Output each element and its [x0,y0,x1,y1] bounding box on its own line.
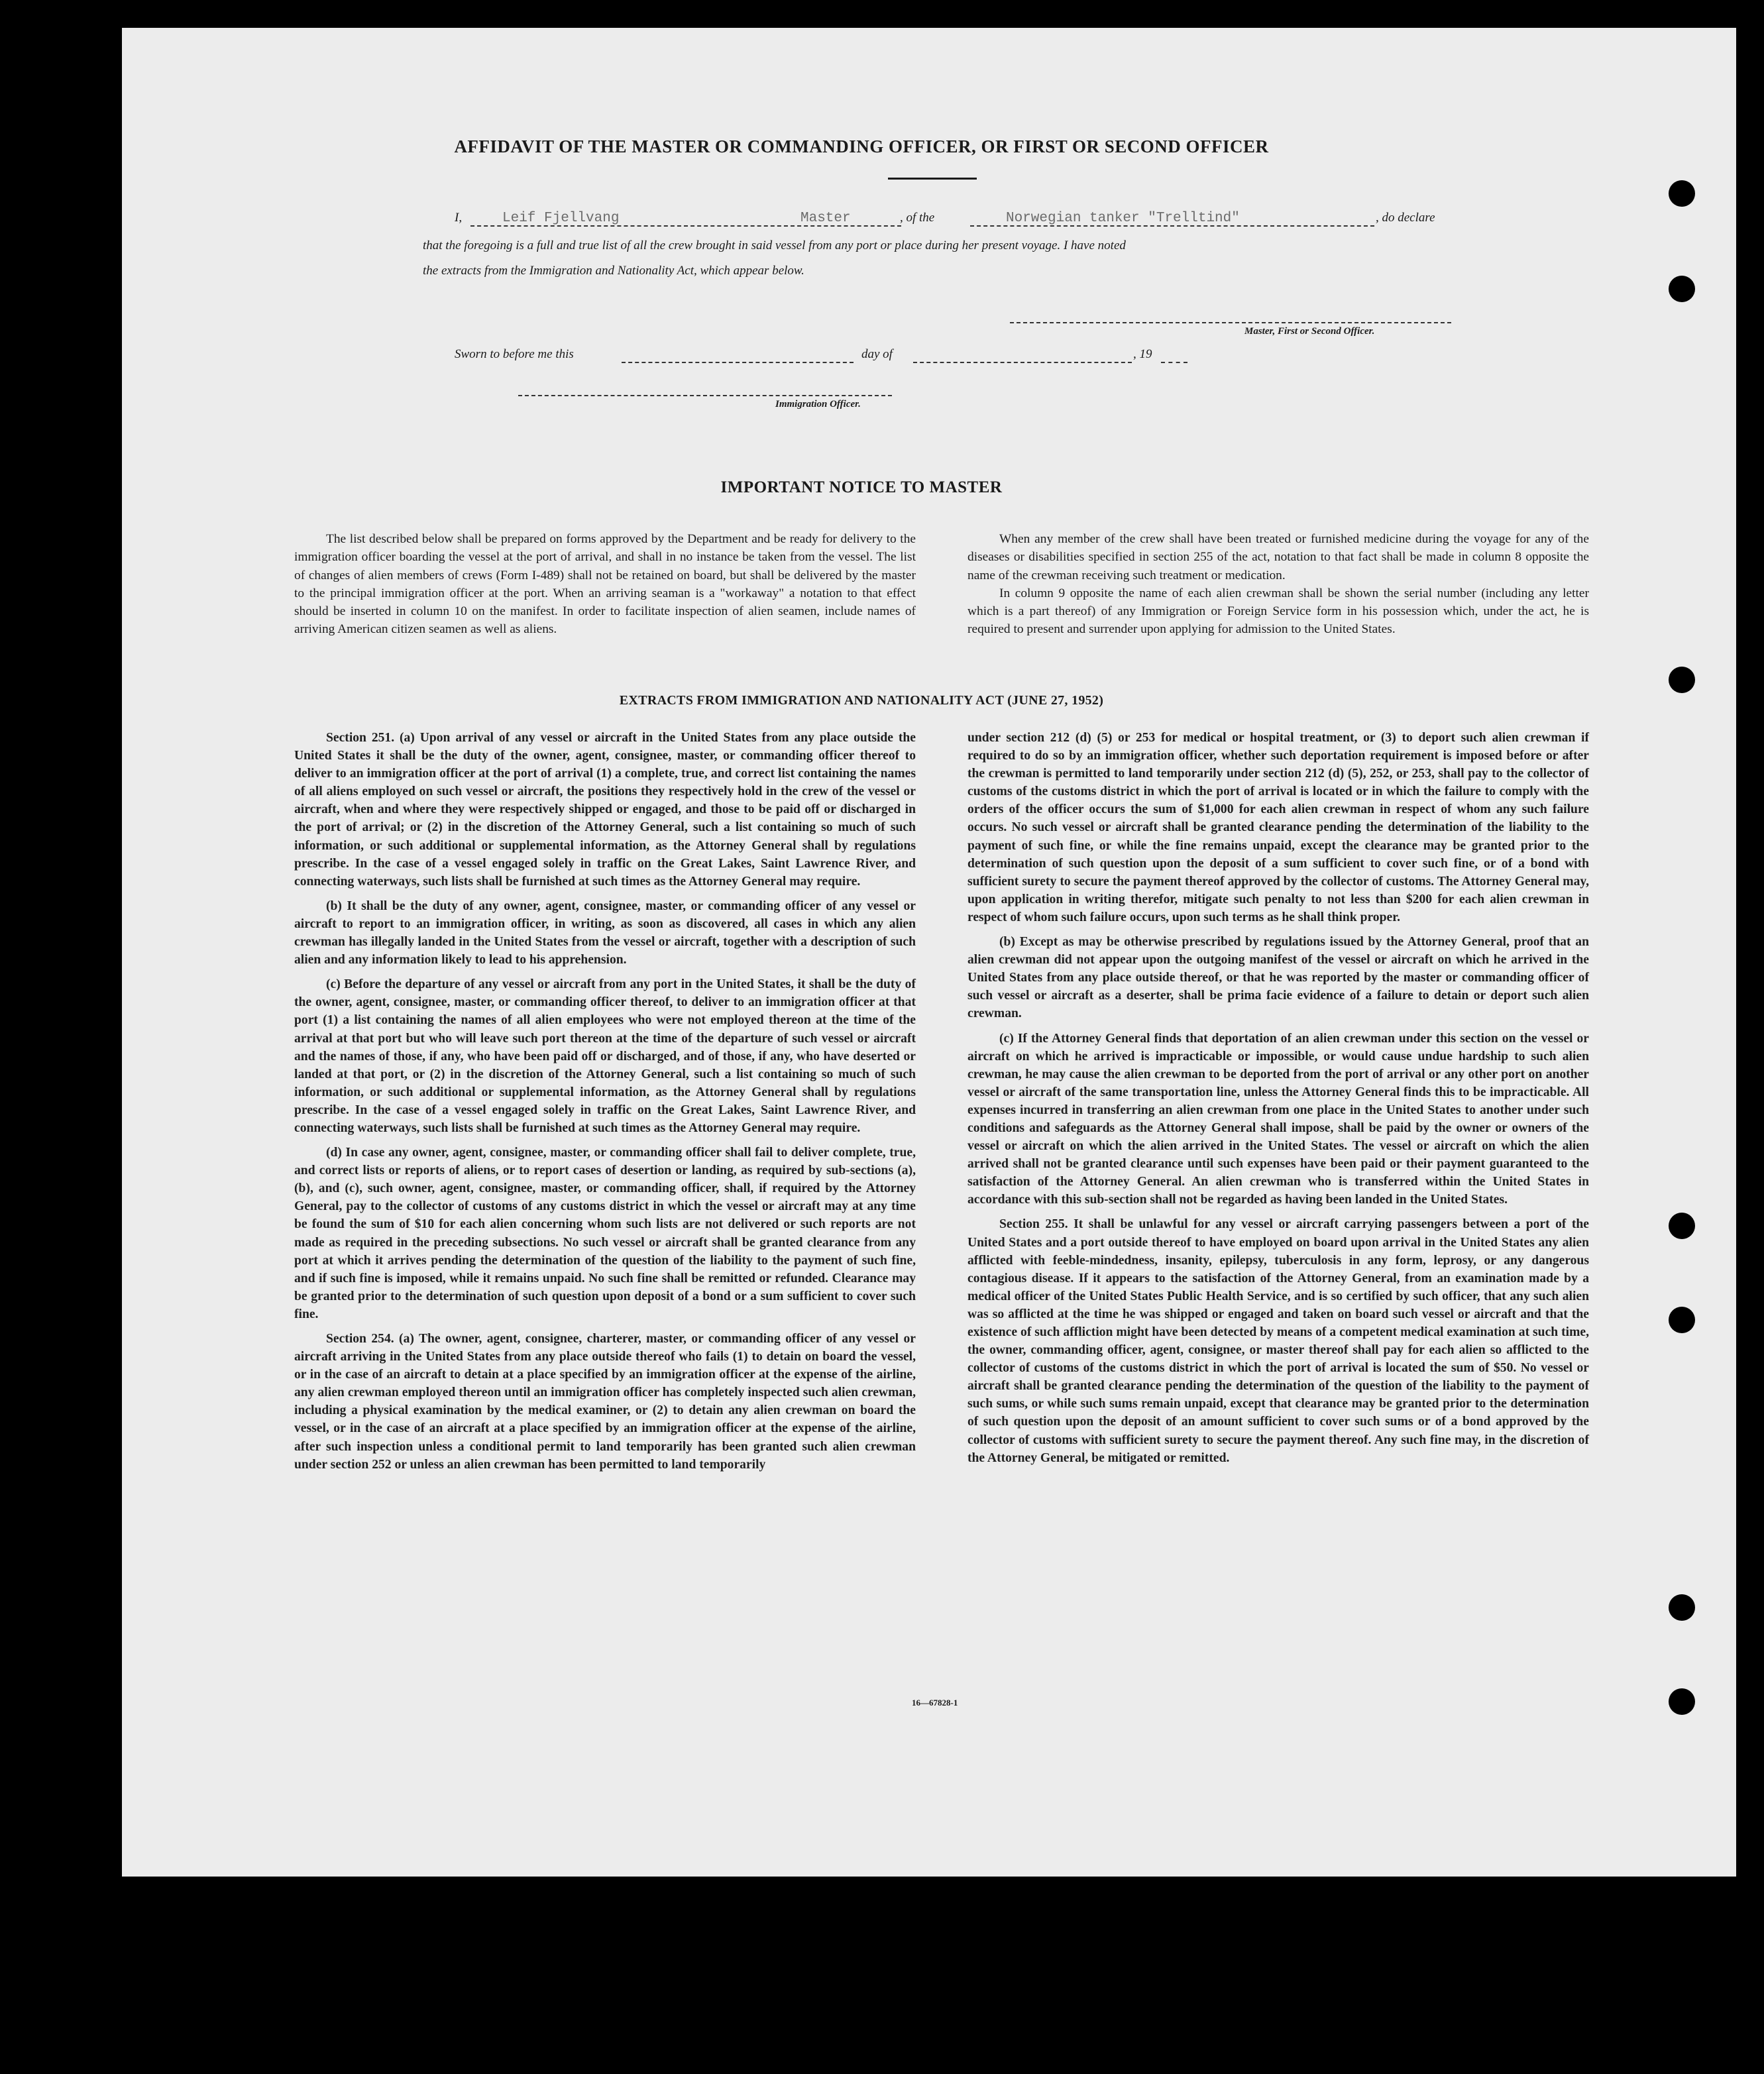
notice-right-column [967,530,1589,645]
section-254-b: (b) Except as may be otherwise prescribed by regulations issued by the Attorney General, proof that an alien crewman did not appear upon the outgoing manifest of the vessel or aircraft on which he arrived in the United States from any place outside thereof, or that he was reported by the master or commanding officer of such vessel or aircraft as a deserter, shall be prima facie evidence of a failure to detain or deport such alien crewman. [967,935,1589,1021]
section-255: Section 255. It shall be unlawful for any vessel or aircraft carrying passengers between a port of the United States and a port outside thereof to have employed on board upon arrival in the United States any alien afflicted with feeble-mindedness, insanity, epilepsy, tuberculosis in any form, leprosy, or any dangerous contagious disease. If it appears to the satisfaction of the Attorney General, from an examination made by a medical officer of the United States Public Health Service, and is so certified by such officer, that any such alien was so afflicted at the time he was shipped or engaged and taken on board such vessel or aircraft and that the existence of such affliction might have been detected by means of a competent medical examination at such time, the owner, commanding officer, agent, consignee, or master thereof shall pay for each alien so afflicted to the collector of customs of the customs district in which the port of arrival is located the sum of $50. No vessel or aircraft shall be granted clearance pending the determination of the question of the liability to the payment of such sums, or while such sums remain unpaid, except that clearance may be granted prior to the determination of such question upon the deposit of an amount sufficient to cover such sums or of a bond approved by the collector of customs with sufficient surety to secure the payment thereof. Any such fine may, in the discretion of the Attorney General, be mitigated or remitted. [967,1217,1589,1465]
affidavit-title: AFFIDAVIT OF THE MASTER OR COMMANDING OFFICER, OR FIRST OR SECOND OFFICER [454,136,1269,156]
notice-right-paragraph-2: In column 9 opposite the name of each alien crewman shall be shown the serial number (including any letter which is a part thereof) of any Immigration or Foreign Service form in his possession which, under the act, he is required to present and surrender upon applying for admission to the United States. [967,586,1589,637]
notice-left-column [294,530,916,645]
extracts-title: EXTRACTS FROM IMMIGRATION AND NATIONALITY ACT (JUNE 27, 1952) [619,693,1104,708]
officer-signature-line [518,395,892,396]
punch-hole [1669,1688,1695,1715]
notice-right-paragraph-1: When any member of the crew shall have been treated or furnished medicine during the voyage for any of the diseases or disabilities specified in section 255 of the act, notation to that fact shall be made in column 8 opposite the name of the crewman receiving such treatment or medication. [967,532,1589,582]
master-name[interactable]: Leif Fjellvang [502,211,620,226]
sworn-label: Sworn to before me this [455,347,574,361]
affidavit-line-1: that the foregoing is a full and true list of all the crew brought in said vessel from any port or place during her present voyage. I have noted [423,239,1126,252]
of-the-label: , of the [900,211,935,225]
year-label: , 19 [1133,347,1152,361]
section-254-a-continued: under section 212 (d) (5) or 253 for medical or hospital treatment, or (3) to deport such alien crewman if required to do so by an immigration officer, whether such deportation requirement is imposed before or after the crewman is permitted to land temporarily under section 212 (d) (5), 252, or 253, shall pay to the collector of customs of the customs district in which the port of arrival is located or in which the failure to comply with the orders of the officer occurs the sum of $1,000 for each alien crewman in respect of whom any such failure occurs. No such vessel or aircraft shall be granted clearance pending the determination of the liability to the payment of such fine, or while the fine remains unpaid, except the clearance may be granted prior to the determination of such question upon the deposit of a sum sufficient to cover such fine, or of a bond with sufficient surety to secure the payment thereof approved by the collector of customs. The Attorney General may, upon application in writing therefor, mitigate such penalty to not less than $200 for each alien crewman in respect of whom such failure occurs, upon such terms as he shall think proper. [967,731,1589,924]
i-label: I, [455,211,463,225]
affidavit-line-2: the extracts from the Immigration and Nationality Act, which appear below. [423,264,804,278]
punch-hole [1669,667,1695,693]
punch-hole [1669,1594,1695,1621]
vessel-name[interactable]: Norwegian tanker "Trelltind" [1006,211,1240,226]
officer-caption: Immigration Officer. [775,399,861,409]
signature-line [1010,322,1451,323]
section-251-a: Section 251. (a) Upon arrival of any vessel or aircraft in the United States from any place outside the United States it shall be the duty of the owner, agent, consignee, master, or commanding officer thereof to deliver to an immigration officer at the port of arrival (1) a complete, true, and correct list containing the names of all aliens employed on such vessel or aircraft, the positions they respectively hold in the crew of the vessel or aircraft, when and where they were respectively shipped or engaged, and those to be paid off or discharged in the port of arrival; or (2) in the discretion of the Attorney General, such a list containing so much of such information, or such additional or supplemental information, as the Attorney General shall by regulations prescribe. In the case of a vessel engaged solely in traffic on the Great Lakes, Saint Lawrence River, and connecting waterways, such lists shall be furnished at such times as the Attorney General may require. [294,731,916,889]
section-254-a: Section 254. (a) The owner, agent, consignee, charterer, master, or commanding officer of any vessel or aircraft arriving in the United States from any place outside thereof who fails (1) to detain on board the vessel, or in the case of an aircraft to detain at a place specified by an immigration officer at the expense of the airline, any alien crewman employed thereon until an immigration officer has completely inspected such alien crewman, including a physical examination by the medical examiner, or (2) to detain any alien crewman on board the vessel, or in the case of an aircraft at a place specified by an immigration officer at the expense of the airline, after such inspection unless a conditional permit to land temporarily has been granted such alien crewman under section 252 or unless an alien crewman has been permitted to land temporarily [294,1332,916,1472]
title-rule [888,178,977,180]
sworn-month-line [913,362,1132,363]
day-of-label: day of [861,347,893,361]
punch-hole [1669,1213,1695,1239]
notice-left-paragraph: The list described below shall be prepared on forms approved by the Department and be ready for delivery to the immigration officer boarding the vessel at the port of arrival, and shall in no instance be taken from the vessel. The list of changes of alien members of crews (Form I-489) shall not be retained on board, but shall be delivered by the master to the principal immigration officer at the port. When an arriving seaman is a "workaway" a notation to that effect should be inserted in column 10 on the manifest. In order to facilitate inspection of alien seamen, include names of arriving American citizen seamen as well as aliens. [294,532,916,637]
extracts-left-column [294,729,916,1480]
sworn-day-line [622,362,854,363]
section-251-c: (c) Before the departure of any vessel or aircraft from any port in the United States, it shall be the duty of the owner, agent, consignee, master, or commanding officer thereof, to deliver to an immigration officer at that port (1) a list containing the names of all alien employees who were not employed thereon at the time of the arrival at that port but who will leave such port thereon at the time of the departure of such vessel or aircraft and the names of those, if any, who have been paid off or discharged, and of those, if any, who have deserted or landed at that port, or (2) in the discretion of the Attorney General, such a list containing so much of such information, or such additional or supplemental information, as the Attorney General shall by regulations prescribe. In the case of a vessel engaged solely in traffic on the Great Lakes, Saint Lawrence River, and connecting waterways, such lists shall be furnished at such times as the Attorney General may require. [294,977,916,1135]
year-line [1161,362,1187,363]
section-254-c: (c) If the Attorney General finds that deportation of an alien crewman under this section on the vessel or aircraft on which he arrived is impracticable or impossible, or would cause undue hardship to such alien crewman, he may cause the alien crewman to be deported from the port of arrival or any other port on another vessel or aircraft of the same transportation line, unless the Attorney General finds this to be impracticable. All expenses incurred in transferring an alien crewman from one place in the United States to another under such conditions and safeguards as the Attorney General shall impose, shall be paid by the owner or owners of the vessel or aircraft on which the alien arrived in the United States. The vessel or aircraft on which the alien arrived shall not be granted clearance until such expenses have been paid or their payment guaranteed to the satisfaction of the Attorney General. An alien crewman who is transferred within the United States in accordance with this sub-section shall not be regarded as having been landed in the United States. [967,1031,1589,1207]
punch-hole [1669,1307,1695,1333]
notice-title: IMPORTANT NOTICE TO MASTER [720,478,1003,496]
extracts-right-column [967,729,1589,1474]
rank-value[interactable]: Master [800,211,851,226]
punch-hole [1669,180,1695,207]
punch-hole [1669,276,1695,302]
form-code: 16—67828-1 [912,1698,958,1708]
section-251-b: (b) It shall be the duty of any owner, agent, consignee, master, or commanding officer of any vessel or aircraft to report to an immigration officer, in writing, as soon as discovered, all cases in which any alien crewman has illegally landed in the United States from the vessel or aircraft, together with a description of such alien and any information likely to lead to his apprehension. [294,899,916,967]
section-251-d: (d) In case any owner, agent, consignee, master, or commanding officer shall fail to deliver complete, true, and correct lists or reports of aliens, or to report cases of desertion or landing, as required by sub-sections (a), (b), and (c), such owner, agent, consignee, master, or commanding officer, shall, if required by the Attorney General, pay to the collector of customs of any customs district in which the vessel or aircraft may at any time be found the sum of $10 for each alien concerning whom such lists are not delivered or such reports are not made as required in the preceding subsections. No such vessel or aircraft shall be granted clearance from any port at which it arrives pending the determination of the question of the liability to the payment of such fine, and if such fine is imposed, while it remains unpaid. No such fine shall be remitted or refunded. Clearance may be granted prior to the determination of such question upon deposit of a bond or a sum sufficient to cover such fine. [294,1146,916,1321]
signature-caption: Master, First or Second Officer. [1244,326,1375,337]
do-declare-label: , do declare [1376,211,1435,225]
